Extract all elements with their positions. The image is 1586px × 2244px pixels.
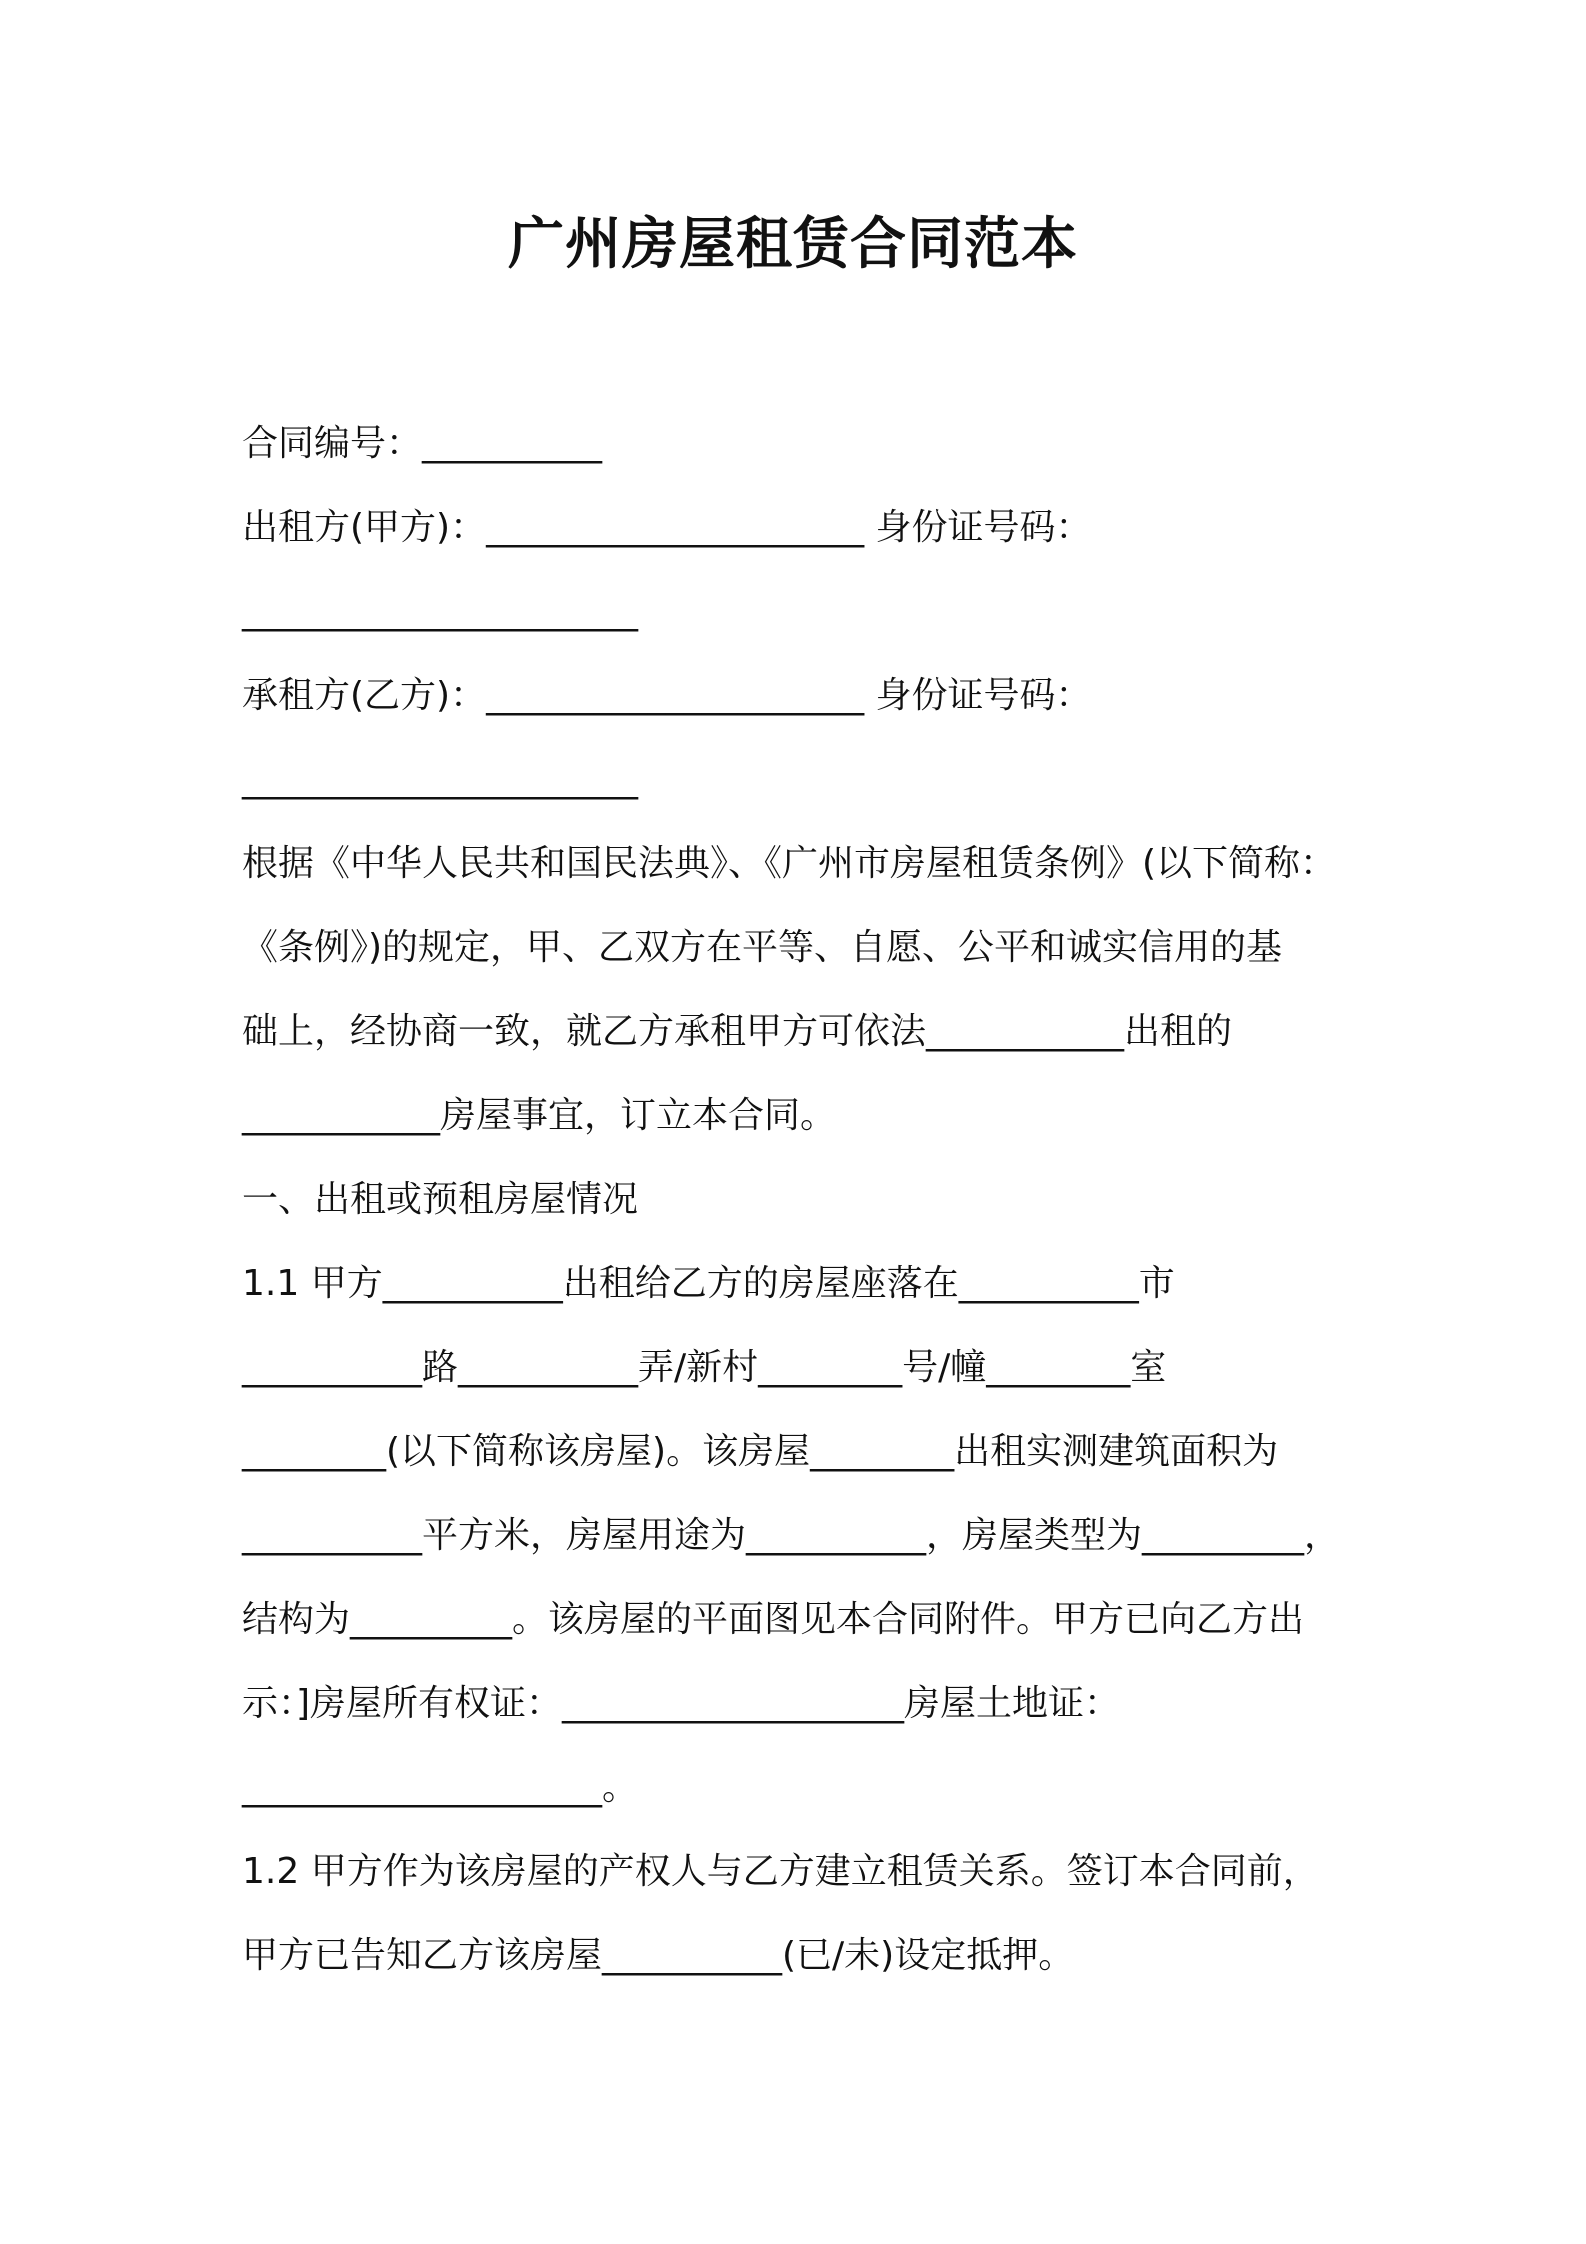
document-title: 广州房屋租赁合同范本 <box>508 212 1078 277</box>
document-body <box>242 402 1392 1998</box>
clause-1-1-line-4: __________平方米，房屋用途为__________，房屋类型为_________， <box>242 1515 1341 1556</box>
preamble-line-4: ___________房屋事宜，订立本合同。 <box>242 1095 837 1136</box>
clause-1-1-line-1: 1.1 甲方__________出租给乙方的房屋座落在__________市 <box>242 1263 1175 1304</box>
lessor-line: 出租方(甲方)：_____________________ 身份证号码： <box>242 507 1092 548</box>
preamble-line-1: 根据《中华人民共和国民法典》、《广州市房屋租赁条例》(以下简称： <box>242 843 1337 884</box>
lessee-line: 承租方(乙方)：_____________________ 身份证号码： <box>242 675 1092 716</box>
clause-1-1-line-7: ____________________。 <box>242 1767 638 1808</box>
preamble-line-2: 《条例》)的规定，甲、乙双方在平等、自愿、公平和诚实信用的基 <box>242 927 1283 968</box>
clause-1-2-line-1: 1.2 甲方作为该房屋的产权人与乙方建立租赁关系。签订本合同前， <box>242 1851 1319 1892</box>
clause-1-1-line-2: __________路__________弄/新村________号/幢________室 <box>242 1347 1167 1388</box>
preamble-line-3: 础上，经协商一致，就乙方承租甲方可依法___________出租的 <box>242 1011 1233 1052</box>
lessor-id-blank-line: ______________________ <box>242 591 638 632</box>
clause-1-1-line-6: 示：]房屋所有权证：___________________房屋土地证： <box>242 1683 1121 1724</box>
lessee-id-blank-line: ______________________ <box>242 759 638 800</box>
contract-number-line: 合同编号：__________ <box>242 423 603 464</box>
clause-1-1-line-3: ________(以下简称该房屋)。该房屋________出租实测建筑面积为 <box>242 1431 1279 1472</box>
clause-1-1-line-5: 结构为_________。该房屋的平面图见本合同附件。甲方已向乙方出 <box>242 1599 1305 1640</box>
clause-1-2-line-2: 甲方已告知乙方该房屋__________(已/未)设定抵押。 <box>242 1935 1075 1976</box>
section-heading-1: 一、出租或预租房屋情况 <box>242 1179 639 1220</box>
